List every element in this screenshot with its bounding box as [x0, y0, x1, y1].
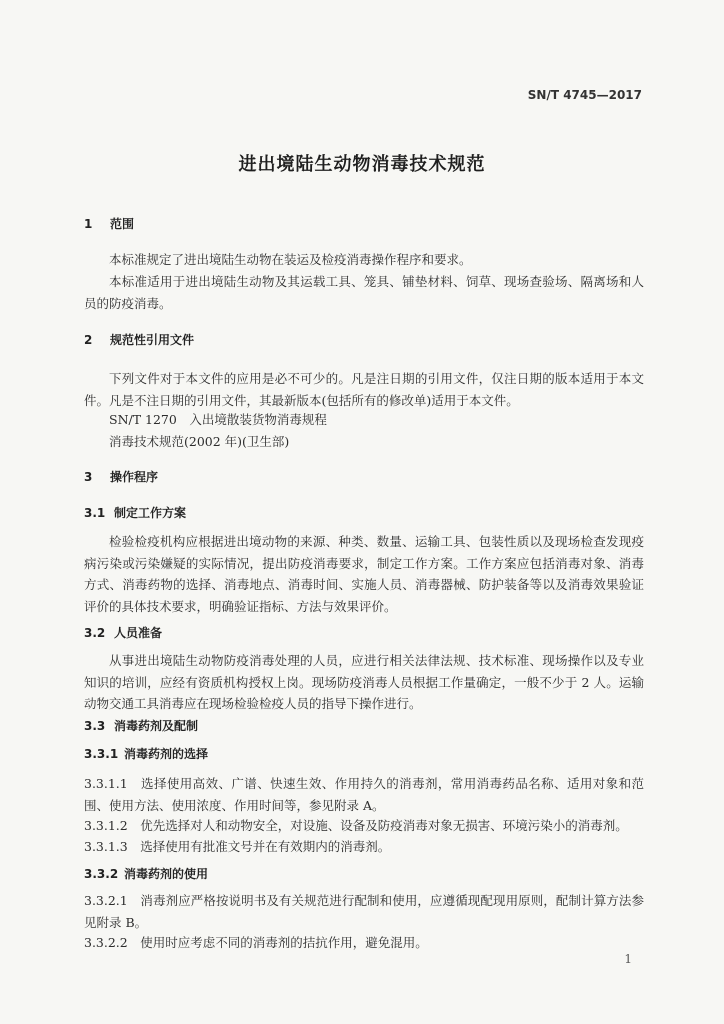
clause-text: 消毒剂应严格按说明书及有关规范进行配制和使用，应遵循现配现用原则，配制计算方法参见附录 B。	[84, 893, 644, 930]
standard-code: SN/T 4745—2017	[527, 88, 642, 102]
section-title: 范围	[110, 217, 135, 231]
scope-paragraph-2: 本标准适用于进出境陆生动物及其运载工具、笼具、铺垫材料、饲草、现场查验场、隔离场和人员的防疫消毒。	[84, 274, 644, 311]
section-title: 消毒药剂及配制	[114, 719, 199, 733]
clause-3-3-1-1	[84, 773, 644, 816]
page-number: 1	[624, 952, 632, 966]
clause-3-3-2-1	[84, 890, 644, 933]
section-3-2-heading	[84, 624, 162, 641]
clause-3-3-2-2	[84, 932, 644, 954]
personnel-paragraph: 从事进出境陆生动物防疫消毒处理的人员，应进行相关法律法规、技术标准、现场操作以及专业知识的培训，应经有资质机构授权上岗。现场防疫消毒人员根据工作量确定，一般不少于 2 人。运输动物交通工具消毒应在现场检验检疫人员的指导下操作进行。	[84, 653, 644, 711]
section-title: 制定工作方案	[114, 506, 187, 520]
reference-item: SN/T 1270 入出境散装货物消毒规程	[109, 412, 327, 427]
document-title: 进出境陆生动物消毒技术规范	[238, 154, 486, 175]
clause-number: 3.3.1.3	[84, 839, 128, 854]
section-3-3-1-heading	[84, 745, 208, 762]
section-number: 3.3.1	[84, 747, 119, 761]
clause-number: 3.3.1.1	[84, 776, 128, 791]
clause-text: 选择使用高效、广谱、快速生效、作用持久的消毒剂，常用消毒药品名称、适用对象和范围、使用方法、使用浓度、作用时间等，参见附录 A。	[84, 776, 644, 813]
section-3-1-heading	[84, 504, 186, 521]
section-number: 3.2	[84, 626, 106, 640]
clause-text: 优先选择对人和动物安全，对设施、设备及防疫消毒对象无损害、环境污染小的消毒剂。	[140, 818, 628, 833]
section-title: 操作程序	[110, 470, 159, 484]
work-plan-paragraph: 检验检疫机构应根据进出境动物的来源、种类、数量、运输工具、包装性质以及现场检查发现疫病污染或污染嫌疑的实际情况，提出防疫消毒要求，制定工作方案。工作方案应包括消毒对象、消毒方式、消毒药物的选择、消毒地点、消毒时间、实施人员、消毒器械、防护装备等以及消毒效果验证评价的具体技术要求，明确验证指标、方法与效果评价。	[84, 534, 644, 614]
section-number: 2	[84, 333, 93, 347]
clause-text: 选择使用有批准文号并在有效期内的消毒剂。	[140, 839, 391, 854]
clause-3-3-1-2	[84, 815, 644, 837]
reference-item: 消毒技术规范(2002 年)(卫生部)	[109, 434, 290, 449]
section-2-heading	[84, 331, 194, 348]
section-3-3-heading	[84, 717, 198, 734]
clause-number: 3.3.2.1	[84, 893, 128, 908]
section-1-heading	[84, 215, 134, 232]
section-3-3-2-heading	[84, 865, 208, 882]
section-number: 3	[84, 470, 93, 484]
clause-3-3-1-3	[84, 836, 644, 858]
clause-number: 3.3.1.2	[84, 818, 128, 833]
section-number: 3.1	[84, 506, 106, 520]
section-number: 3.3.2	[84, 867, 119, 881]
section-3-heading	[84, 468, 158, 485]
section-title: 人员准备	[114, 626, 163, 640]
clause-text: 使用时应考虑不同的消毒剂的拮抗作用，避免混用。	[140, 935, 428, 950]
section-title: 消毒药剂的使用	[124, 867, 209, 881]
section-number: 3.3	[84, 719, 106, 733]
section-title: 消毒药剂的选择	[124, 747, 209, 761]
normative-references-paragraph: 下列文件对于本文件的应用是必不可少的。凡是注日期的引用文件，仅注日期的版本适用于本文件。凡是不注日期的引用文件，其最新版本(包括所有的修改单)适用于本文件。	[84, 371, 644, 408]
section-title: 规范性引用文件	[110, 333, 195, 347]
scope-paragraph-1: 本标准规定了进出境陆生动物在装运及检疫消毒操作程序和要求。	[109, 252, 472, 267]
clause-number: 3.3.2.2	[84, 935, 128, 950]
section-number: 1	[84, 217, 93, 231]
